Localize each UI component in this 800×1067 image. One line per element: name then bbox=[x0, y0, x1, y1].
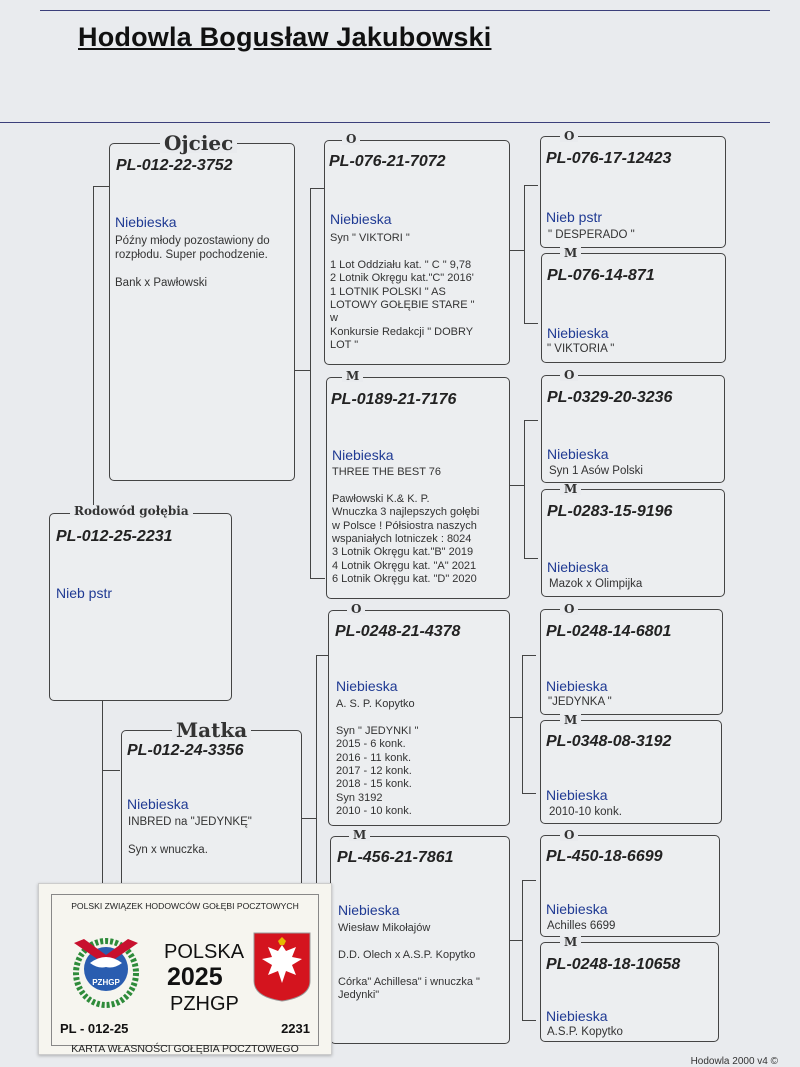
fmm-color: Niebieska bbox=[547, 559, 609, 575]
mfm-m-label: M bbox=[560, 714, 581, 726]
mfm-color: Niebieska bbox=[546, 787, 608, 803]
ownership-card bbox=[38, 883, 332, 1055]
mm-m-label: M bbox=[349, 829, 370, 841]
mother-ring-number: PL-012-24-3356 bbox=[127, 742, 244, 759]
ff-color: Niebieska bbox=[330, 211, 392, 227]
page-title: Hodowla Bogusław Jakubowski bbox=[78, 22, 492, 52]
card-country: POLSKA bbox=[164, 941, 245, 963]
card-ring-prefix: PL - 012-25 bbox=[60, 1021, 129, 1036]
ff-o-label: O bbox=[342, 133, 360, 145]
mfm-description: 2010-10 konk. bbox=[549, 806, 622, 818]
card-footer: KARTA WŁASNOŚCI GOŁĘBIA POCZTOWEGO bbox=[71, 1043, 299, 1055]
root-ring-number: PL-012-25-2231 bbox=[56, 528, 173, 545]
card-header: POLSKI ZWIĄZEK HODOWCÓW GOŁĘBI POCZTOWYCH bbox=[71, 901, 299, 911]
fmf-ring-number: PL-0329-20-3236 bbox=[547, 389, 673, 406]
top-rule bbox=[40, 10, 770, 11]
fm-ring-number: PL-0189-21-7176 bbox=[331, 391, 457, 408]
fm-m-label: M bbox=[342, 370, 363, 382]
mf-ring-number: PL-0248-21-4378 bbox=[335, 623, 461, 640]
fmf-description: Syn 1 Asów Polski bbox=[549, 465, 643, 477]
ff-ring-number: PL-076-21-7072 bbox=[329, 153, 446, 170]
fff-color: Nieb pstr bbox=[546, 209, 603, 225]
mother-label: Matka bbox=[172, 720, 251, 740]
fmf-color: Niebieska bbox=[547, 446, 609, 462]
mmm-m-label: M bbox=[560, 936, 581, 948]
root-label: Rodowód gołębia bbox=[70, 505, 193, 517]
mff-description: "JEDYNKA " bbox=[548, 696, 612, 708]
ffm-ring-number: PL-076-14-871 bbox=[547, 267, 655, 284]
mmm-color: Niebieska bbox=[546, 1008, 608, 1024]
mother-description: INBRED na "JEDYNKĘ" Syn x wnuczka. bbox=[128, 816, 252, 857]
father-label: Ojciec bbox=[160, 133, 237, 153]
fmm-m-label: M bbox=[560, 483, 581, 495]
mfm-ring-number: PL-0348-08-3192 bbox=[546, 733, 672, 750]
fff-o-label: O bbox=[560, 130, 578, 142]
fmf-o-label: O bbox=[560, 369, 578, 381]
header-rule bbox=[0, 122, 770, 123]
fff-ring-number: PL-076-17-12423 bbox=[546, 150, 672, 167]
father-color: Niebieska bbox=[115, 214, 177, 230]
mm-color: Niebieska bbox=[338, 902, 400, 918]
mm-ring-number: PL-456-21-7861 bbox=[337, 849, 454, 866]
mmf-color: Niebieska bbox=[546, 901, 608, 917]
polish-eagle-emblem-icon bbox=[252, 931, 312, 1003]
mf-color: Niebieska bbox=[336, 678, 398, 694]
fm-color: Niebieska bbox=[332, 447, 394, 463]
ffm-m-label: M bbox=[560, 247, 581, 259]
fm-description: THREE THE BEST 76 Pawłowski K.& K. P. Wnuczka 3 najlepszych gołębi w Polsce ! Półsiostra naszych wspaniałych lotniczek : 8024 3 Lotnik Okręgu kat."B" 2019 4 Lotnik Okręgu kat. "A" 2021 6 Lotnik Okręgu kat. "D" 2020 bbox=[332, 466, 480, 586]
father-description: Późny młody pozostawiony do rozpłodu. Super pochodzenie. Bank x Pawłowski bbox=[115, 235, 270, 290]
father-box bbox=[109, 143, 295, 481]
mm-description: Wiesław Mikołajów D.D. Olech x A.S.P. Kopytko Córka" Achillesa" i wnuczka " Jedynki" bbox=[338, 922, 480, 1002]
fff-description: " DESPERADO " bbox=[548, 229, 635, 241]
father-ring-number: PL-012-22-3752 bbox=[116, 157, 233, 174]
card-association: PZHGP bbox=[170, 993, 239, 1015]
pzhgp-logo-icon bbox=[66, 925, 146, 1009]
ffm-color: Niebieska bbox=[547, 325, 609, 341]
mmm-ring-number: PL-0248-18-10658 bbox=[546, 956, 681, 973]
mff-o-label: O bbox=[560, 603, 578, 615]
mf-o-label: O bbox=[347, 603, 365, 615]
card-year: 2025 bbox=[167, 963, 223, 991]
root-color: Nieb pstr bbox=[56, 585, 113, 601]
card-frame bbox=[51, 894, 319, 1046]
mmf-ring-number: PL-450-18-6699 bbox=[546, 848, 663, 865]
mmm-description: A.S.P. Kopytko bbox=[547, 1026, 623, 1038]
mf-description: A. S. P. Kopytko Syn " JEDYNKI " 2015 - 6 konk. 2016 - 11 konk. 2017 - 12 konk. 2018 - 15 konk. Syn 3192 2010 - 10 konk. bbox=[336, 698, 419, 818]
software-footer: Hodowla 2000 v4 © bbox=[690, 1056, 778, 1067]
ff-description: Syn " VIKTORI " 1 Lot Oddziału kat. " C " 9,78 2 Lotnik Okręgu kat."C" 2016' 1 LOTNIK POLSKI " AS LOTOWY GOŁĘBIE STARE " w Konkursie Redakcji " DOBRY LOT " bbox=[330, 232, 475, 352]
mmf-o-label: O bbox=[560, 829, 578, 841]
mff-ring-number: PL-0248-14-6801 bbox=[546, 623, 672, 640]
card-ring-number: 2231 bbox=[281, 1021, 310, 1036]
svg-text:PZHGP: PZHGP bbox=[92, 978, 120, 987]
ffm-description: " VIKTORIA " bbox=[547, 343, 615, 355]
fmm-description: Mazok x Olimpijka bbox=[549, 578, 643, 590]
mother-color: Niebieska bbox=[127, 796, 189, 812]
mff-color: Niebieska bbox=[546, 678, 608, 694]
fmm-ring-number: PL-0283-15-9196 bbox=[547, 503, 673, 520]
mmf-description: Achilles 6699 bbox=[547, 920, 616, 932]
